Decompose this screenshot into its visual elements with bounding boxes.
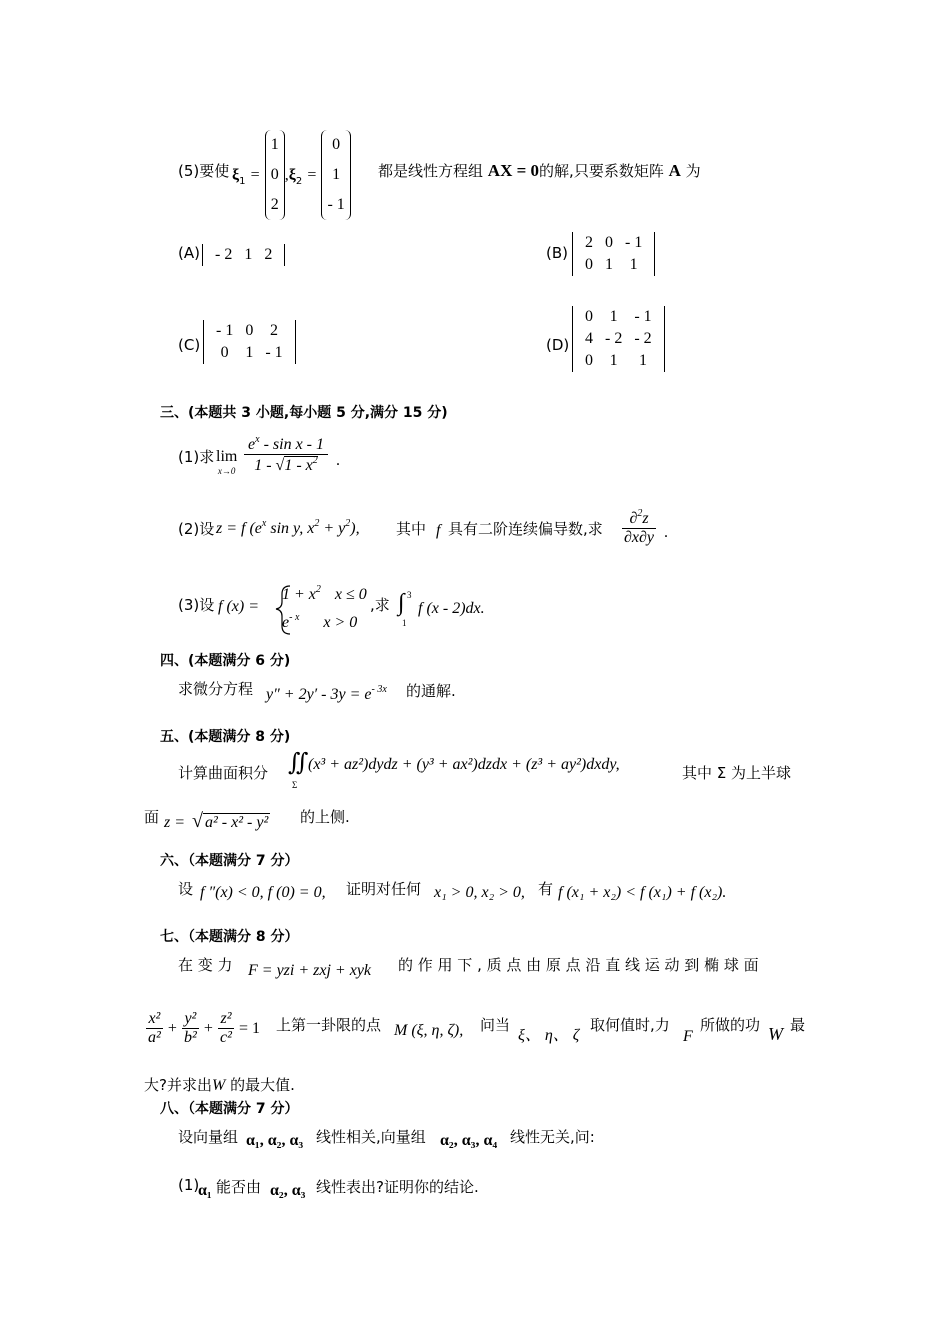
xi2: ξ: [288, 166, 296, 184]
s3-p3-label: (3)设: [178, 596, 215, 614]
s4-equation: $y'' + 2y' - 3y = e^{- 3x}$: [266, 684, 387, 703]
ax0: AX = 0: [487, 161, 540, 180]
s3-p1-label: (1)求: [178, 448, 215, 466]
section-6-heading: 六、（本题满分 7 分）: [160, 853, 299, 869]
s3-p1-fraction: $\frac{e^x - \sin x - 1}{1 - √1 - x^2}$: [244, 436, 328, 475]
q5-pre: 要使: [199, 162, 230, 180]
section-3-heading: 三、(本题共 3 小题,每小题 5 分,满分 15 分): [160, 405, 448, 421]
q5-vectors: $\xi_1$ = 1 0 2 $,\xi_2$ = 0 1 - 1: [232, 130, 351, 220]
section-4-heading: 四、(本题满分 6 分): [160, 653, 291, 669]
s3-p2-derivative: $\frac{\partial^2z}{\partial x\partial y}$: [624, 508, 655, 546]
s5-root: √ a² - x² - y²: [192, 810, 269, 832]
s7-line3: 大?并求出W 的最大值.: [144, 1076, 295, 1094]
section-8-heading: 八、（本题满分 7 分）: [160, 1101, 299, 1117]
option-b-matrix: 2 0 - 1 0 1 1: [572, 232, 655, 276]
vector-1: 1 0 2: [265, 130, 285, 220]
option-d-matrix: 0 1 - 1 4 - 2 - 2 0 1 1: [572, 306, 665, 372]
case-1: $1 + x^2$ x ≤ 0: [282, 584, 367, 603]
vector-2: 0 1 - 1: [321, 130, 350, 220]
section-7-heading: 七、（本题满分 8 分）: [160, 929, 299, 945]
option-a-matrix: - 2 1 2: [202, 244, 285, 266]
q5-text: 都是线性方程组 AX = 0的解,只要系数矩阵 A 为: [378, 161, 701, 180]
xi1: ξ: [232, 166, 240, 184]
surface-integral-sign: ∬: [288, 750, 309, 776]
case-2: $e^{- x}$ x > 0: [282, 612, 358, 631]
q5-label: (5): [178, 162, 200, 180]
option-c-matrix: - 1 0 2 0 1 - 1: [203, 320, 296, 364]
section-5-heading: 五、(本题满分 8 分): [160, 729, 291, 745]
option-d: (D): [546, 336, 570, 354]
option-b: (B): [546, 244, 568, 262]
s3-p2-label: (2)设: [178, 520, 215, 538]
integral-sign: ∫: [398, 590, 405, 616]
option-a: (A): [178, 244, 200, 262]
s3-p2-expr: z = f ($e^x$ sin y, $x^2 + y^2$),: [216, 518, 360, 537]
option-c: (C): [178, 336, 201, 354]
s3-p1-lim: lim x→0: [216, 448, 238, 476]
ellipsoid-equation: $\frac{\text{x²}}{\text{a²}}$ + $\frac{\text{y²}}{\text{b²}}$ + $\frac{\text{z²}}{\text{c²}}$ = 1: [148, 1010, 261, 1046]
